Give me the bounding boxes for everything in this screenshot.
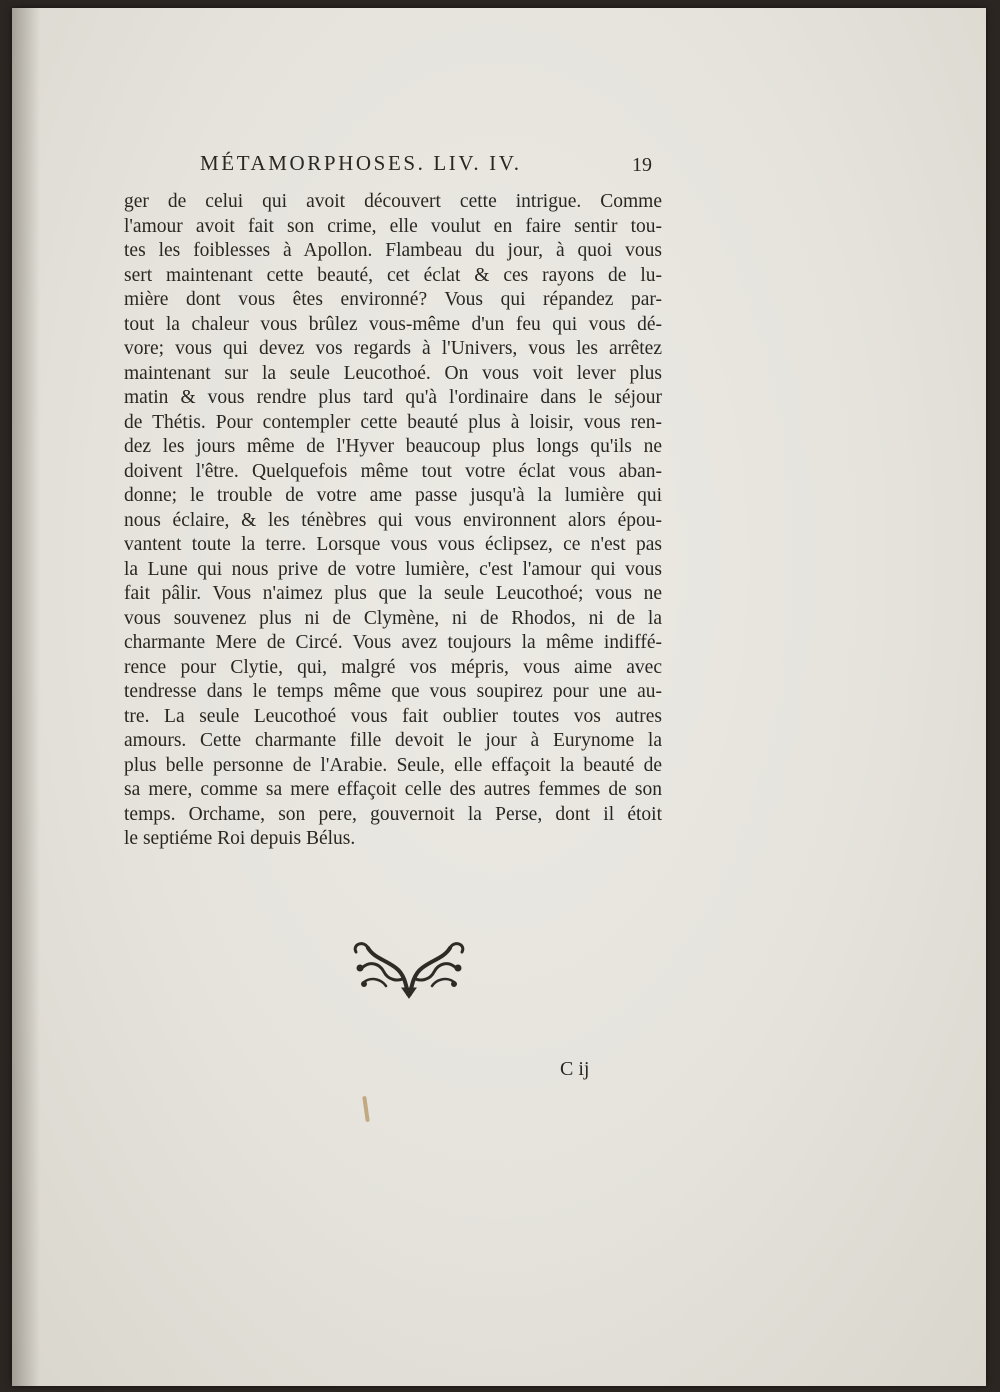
text-line: rence pour Clytie, qui, malgré vos mépris, vous aime avec	[124, 656, 662, 678]
text-line: tes les foiblesses à Apollon. Flambeau du jour, à quoi vous	[124, 240, 662, 261]
text-line: plus belle personne de l'Arabie. Seule, elle effaçoit la beauté de	[124, 754, 662, 776]
text-line: charmante Mere de Circé. Vous avez toujours la même indiffé-	[124, 632, 662, 653]
text-line: vous souvenez plus ni de Clymène, ni de Rhodos, ni de la	[124, 607, 662, 629]
page-number: 19	[632, 154, 652, 176]
text-line: doivent l'être. Quelquefois même tout votre éclat vous aban-	[124, 460, 662, 482]
text-line: tout la chaleur vous brûlez vous-même d'un feu qui vous dé-	[124, 313, 662, 335]
text-line: fait pâlir. Vous n'aimez plus que la seule Leucothoé; vous ne	[124, 583, 662, 604]
text-line: sa mere, comme sa mere effaçoit celle des autres femmes de son	[124, 779, 662, 800]
text-line: temps. Orchame, son pere, gouvernoit la Perse, dont il étoit	[124, 803, 662, 825]
paper-stain	[362, 1096, 370, 1122]
text-line: la Lune qui nous prive de votre lumière, c'est l'amour qui vous	[124, 558, 662, 580]
body-text	[124, 190, 662, 852]
text-line: ger de celui qui avoit découvert cette intrigue. Comme	[124, 191, 662, 212]
text-line: tre. La seule Leucothoé vous fait oublier toutes vos autres	[124, 705, 662, 727]
text-line: l'amour avoit fait son crime, elle voulut en faire sentir tou-	[124, 215, 662, 237]
text-line: amours. Cette charmante fille devoit le jour à Eurynome la	[124, 730, 662, 751]
text-line: dez les jours même de l'Hyver beaucoup plus longs qu'ils ne	[124, 436, 662, 457]
book-page	[12, 8, 986, 1386]
text-line: tendresse dans le temps même que vous soupirez pour une au-	[124, 681, 662, 702]
text-line: vantent toute la terre. Lorsque vous vous éclipsez, ce n'est pas	[124, 534, 662, 555]
text-line: sert maintenant cette beauté, cet éclat & ces rayons de lu-	[124, 264, 662, 286]
text-line: le septiéme Roi depuis Bélus.	[124, 828, 356, 849]
gutter-shadow	[12, 8, 40, 1386]
text-line: mière dont vous êtes environné? Vous qui répandez par-	[124, 289, 662, 310]
signature-mark: C ij	[560, 1058, 590, 1080]
text-line: donne; le trouble de votre ame passe jusqu'à la lumière qui	[124, 485, 662, 506]
text-line: nous éclaire, & les ténèbres qui vous environnent alors épou-	[124, 509, 662, 531]
running-head: MÉTAMORPHOSES. LIV. IV.	[200, 151, 522, 175]
text-line: maintenant sur la seule Leucothoé. On vous voit lever plus	[124, 362, 662, 384]
text-line: vore; vous qui devez vos regards à l'Univers, vous les arrêtez	[124, 338, 662, 359]
text-line: de Thétis. Pour contempler cette beauté plus à loisir, vous ren-	[124, 411, 662, 433]
text-line: matin & vous rendre plus tard qu'à l'ordinaire dans le séjour	[124, 387, 662, 408]
ornament-icon	[350, 938, 468, 1000]
